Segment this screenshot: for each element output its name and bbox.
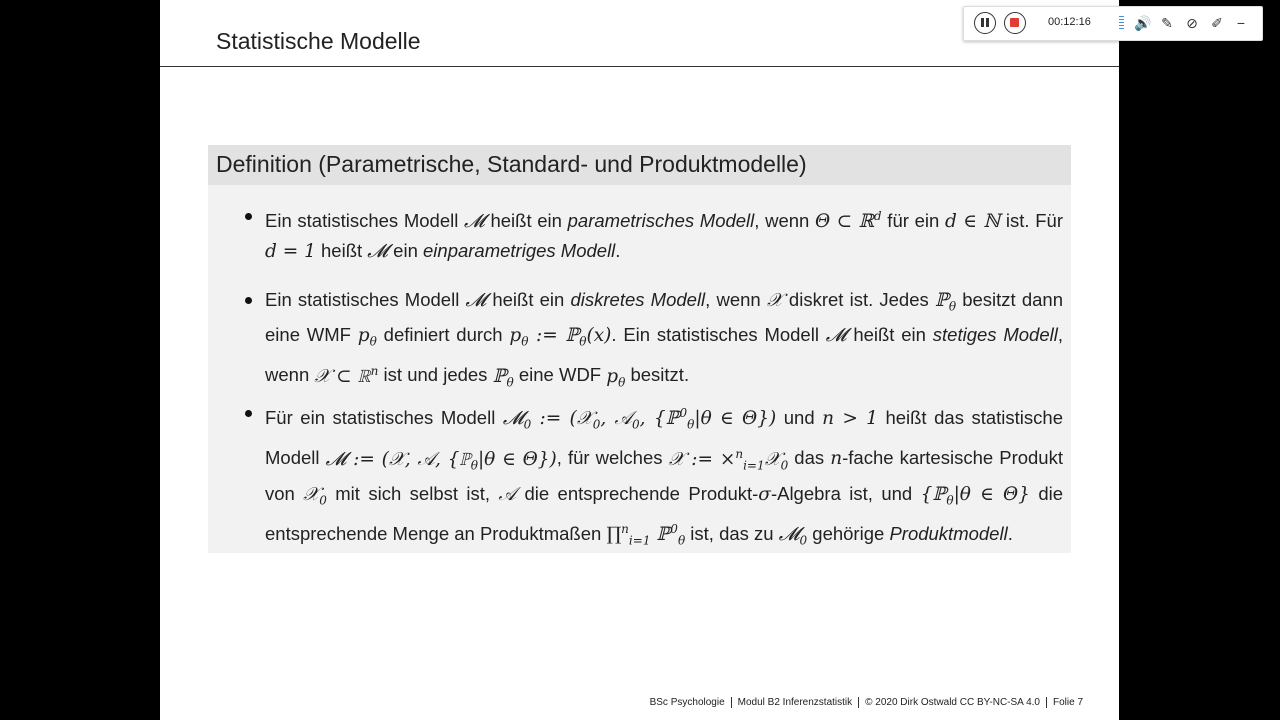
minimize-icon[interactable]: − [1236, 15, 1246, 31]
slide-footer [650, 697, 1083, 708]
definition-item-product: Für ein statistisches Modell 𝓜$_0$ := (𝒳$_0$, 𝒜$_0$, {ℙ$^0_\theta$|θ ∈ Θ}) und n > 1 heißt das statistische Modell 𝓜 := (𝒳, 𝒜, {ℙ$_\theta$|θ ∈ Θ}), für welches 𝒳 := ×$^n_{i=1}$𝒳$_0$ das n-fache kartesische Produkt von 𝒳$_0$ mit sich selbst ist, 𝒜 die entsprechende Produkt-σ-Algebra ist, und {ℙ$_\theta$|θ ∈ Θ} die entsprechende Menge an Produktmaßen ∏$^n_{i=1}$ ℙ$^0_\theta$ ist, das zu 𝓜$_0$ gehörige Produktmodell. [265, 399, 1063, 555]
draw-icon[interactable]: ✐ [1211, 15, 1223, 31]
slide-title: Statistische Modelle [216, 28, 421, 54]
title-divider [160, 66, 1119, 67]
definition-item-parametric: Ein statistisches Modell 𝓜 heißt ein parametrisches Modell, wenn Θ ⊂ ℝ$^d$ für ein d ∈ ℕ ist. Für d = 1 heißt 𝓜 ein einparametriges Modell. [265, 202, 1063, 266]
stop-icon[interactable] [1004, 12, 1026, 34]
recording-toolbar [963, 6, 1263, 41]
footer-module: Modul B2 Inferenzstatistik [737, 697, 853, 708]
definition-item-discrete: Ein statistisches Modell 𝓜 heißt ein diskretes Modell, wenn 𝒳 diskret ist. Jedes ℙ$_\theta$ besitzt dann eine WMF $p_\theta$ definiert durch $p_\theta$ := ℙ$_\theta$(x). Ein statistisches Modell 𝓜 heißt ein stetiges Modell, wenn 𝒳 ⊂ ℝ$^n$ ist und jedes ℙ$_\theta$ eine WDF $p_\theta$ besitzt. [265, 286, 1063, 397]
speaker-icon[interactable]: 🔊 [1134, 15, 1152, 31]
footer-slide-number: Folie 7 [1052, 697, 1083, 708]
mic-mute-icon[interactable]: ⊘ [1186, 15, 1198, 31]
pen-icon[interactable]: ✎ [1161, 15, 1173, 31]
pause-icon[interactable] [974, 12, 996, 34]
slide [160, 0, 1119, 720]
recording-timer: 00:12:16 [1048, 16, 1091, 28]
audio-level-icon [1119, 16, 1124, 30]
footer-copyright: © 2020 Dirk Ostwald CC BY-NC-SA 4.0 [865, 697, 1040, 708]
definition-header: Definition (Parametrische, Standard- und Produktmodelle) [208, 145, 1071, 185]
definition-box [208, 145, 1071, 553]
footer-course: BSc Psychologie [649, 697, 725, 708]
